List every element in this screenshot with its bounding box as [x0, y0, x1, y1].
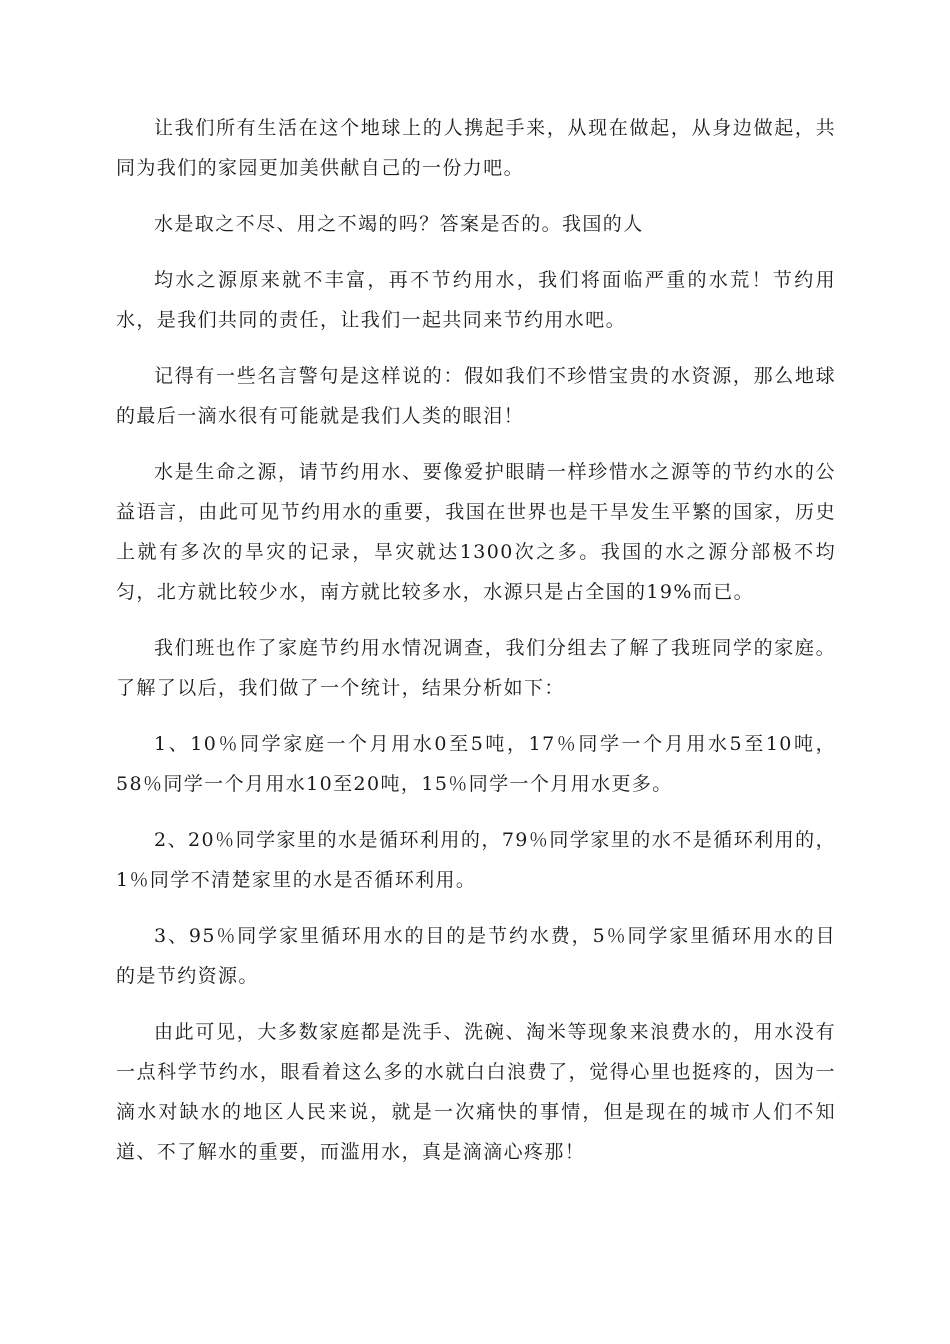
paragraph-quote: 记得有一些名言警句是这样说的：假如我们不珍惜宝贵的水资源，那么地球的最后一滴水很有可能就是我们人类的眼泪！ [116, 365, 836, 427]
paragraph-call-to-action: 让我们所有生活在这个地球上的人携起手来，从现在做起，从身边做起，共同为我们的家园更加美供献自己的一份力吧。 [116, 117, 836, 179]
paragraph-water-shortage: 均水之源原来就不丰富，再不节约用水，我们将面临严重的水荒！节约用水，是我们共同的责任，让我们一起共同来节约用水吧。 [116, 269, 836, 331]
paragraph-survey-item-2: 2、20％同学家里的水是循环利用的，79％同学家里的水不是循环利用的，1％同学不清楚家里的水是否循环利用。 [116, 829, 836, 891]
paragraph-survey-item-3: 3、95％同学家里循环用水的目的是节约水费，5％同学家里循环用水的目的是节约资源。 [116, 925, 836, 987]
paragraph-source-of-life: 水是生命之源，请节约用水、要像爱护眼睛一样珍惜水之源等的节约水的公益语言，由此可见节约用水的重要，我国在世界也是干旱发生平繁的国家，历史上就有多次的旱灾的记录，旱灾就达1300次之多。我国的水之源分部极不均匀，北方就比较少水，南方就比较多水，水源只是占全国的19%而已。 [116, 461, 836, 603]
paragraph-survey-intro: 我们班也作了家庭节约用水情况调查，我们分组去了解了我班同学的家庭。了解了以后，我们做了一个统计，结果分析如下： [116, 637, 836, 699]
paragraph-survey-item-1: 1、10％同学家庭一个月用水0至5吨，17％同学一个月用水5至10吨，58％同学一个月用水10至20吨，15％同学一个月用水更多。 [116, 733, 836, 795]
document-body [116, 108, 836, 1188]
paragraph-question: 水是取之不尽、用之不竭的吗？答案是否的。我国的人 [154, 213, 644, 235]
paragraph-conclusion: 由此可见，大多数家庭都是洗手、洗碗、淘米等现象来浪费水的，用水没有一点科学节约水，眼看着这么多的水就白白浪费了，觉得心里也挺疼的，因为一滴水对缺水的地区人民来说，就是一次痛快的事情，但是现在的城市人们不知道、不了解水的重要，而滥用水，真是滴滴心疼那！ [116, 1021, 836, 1163]
